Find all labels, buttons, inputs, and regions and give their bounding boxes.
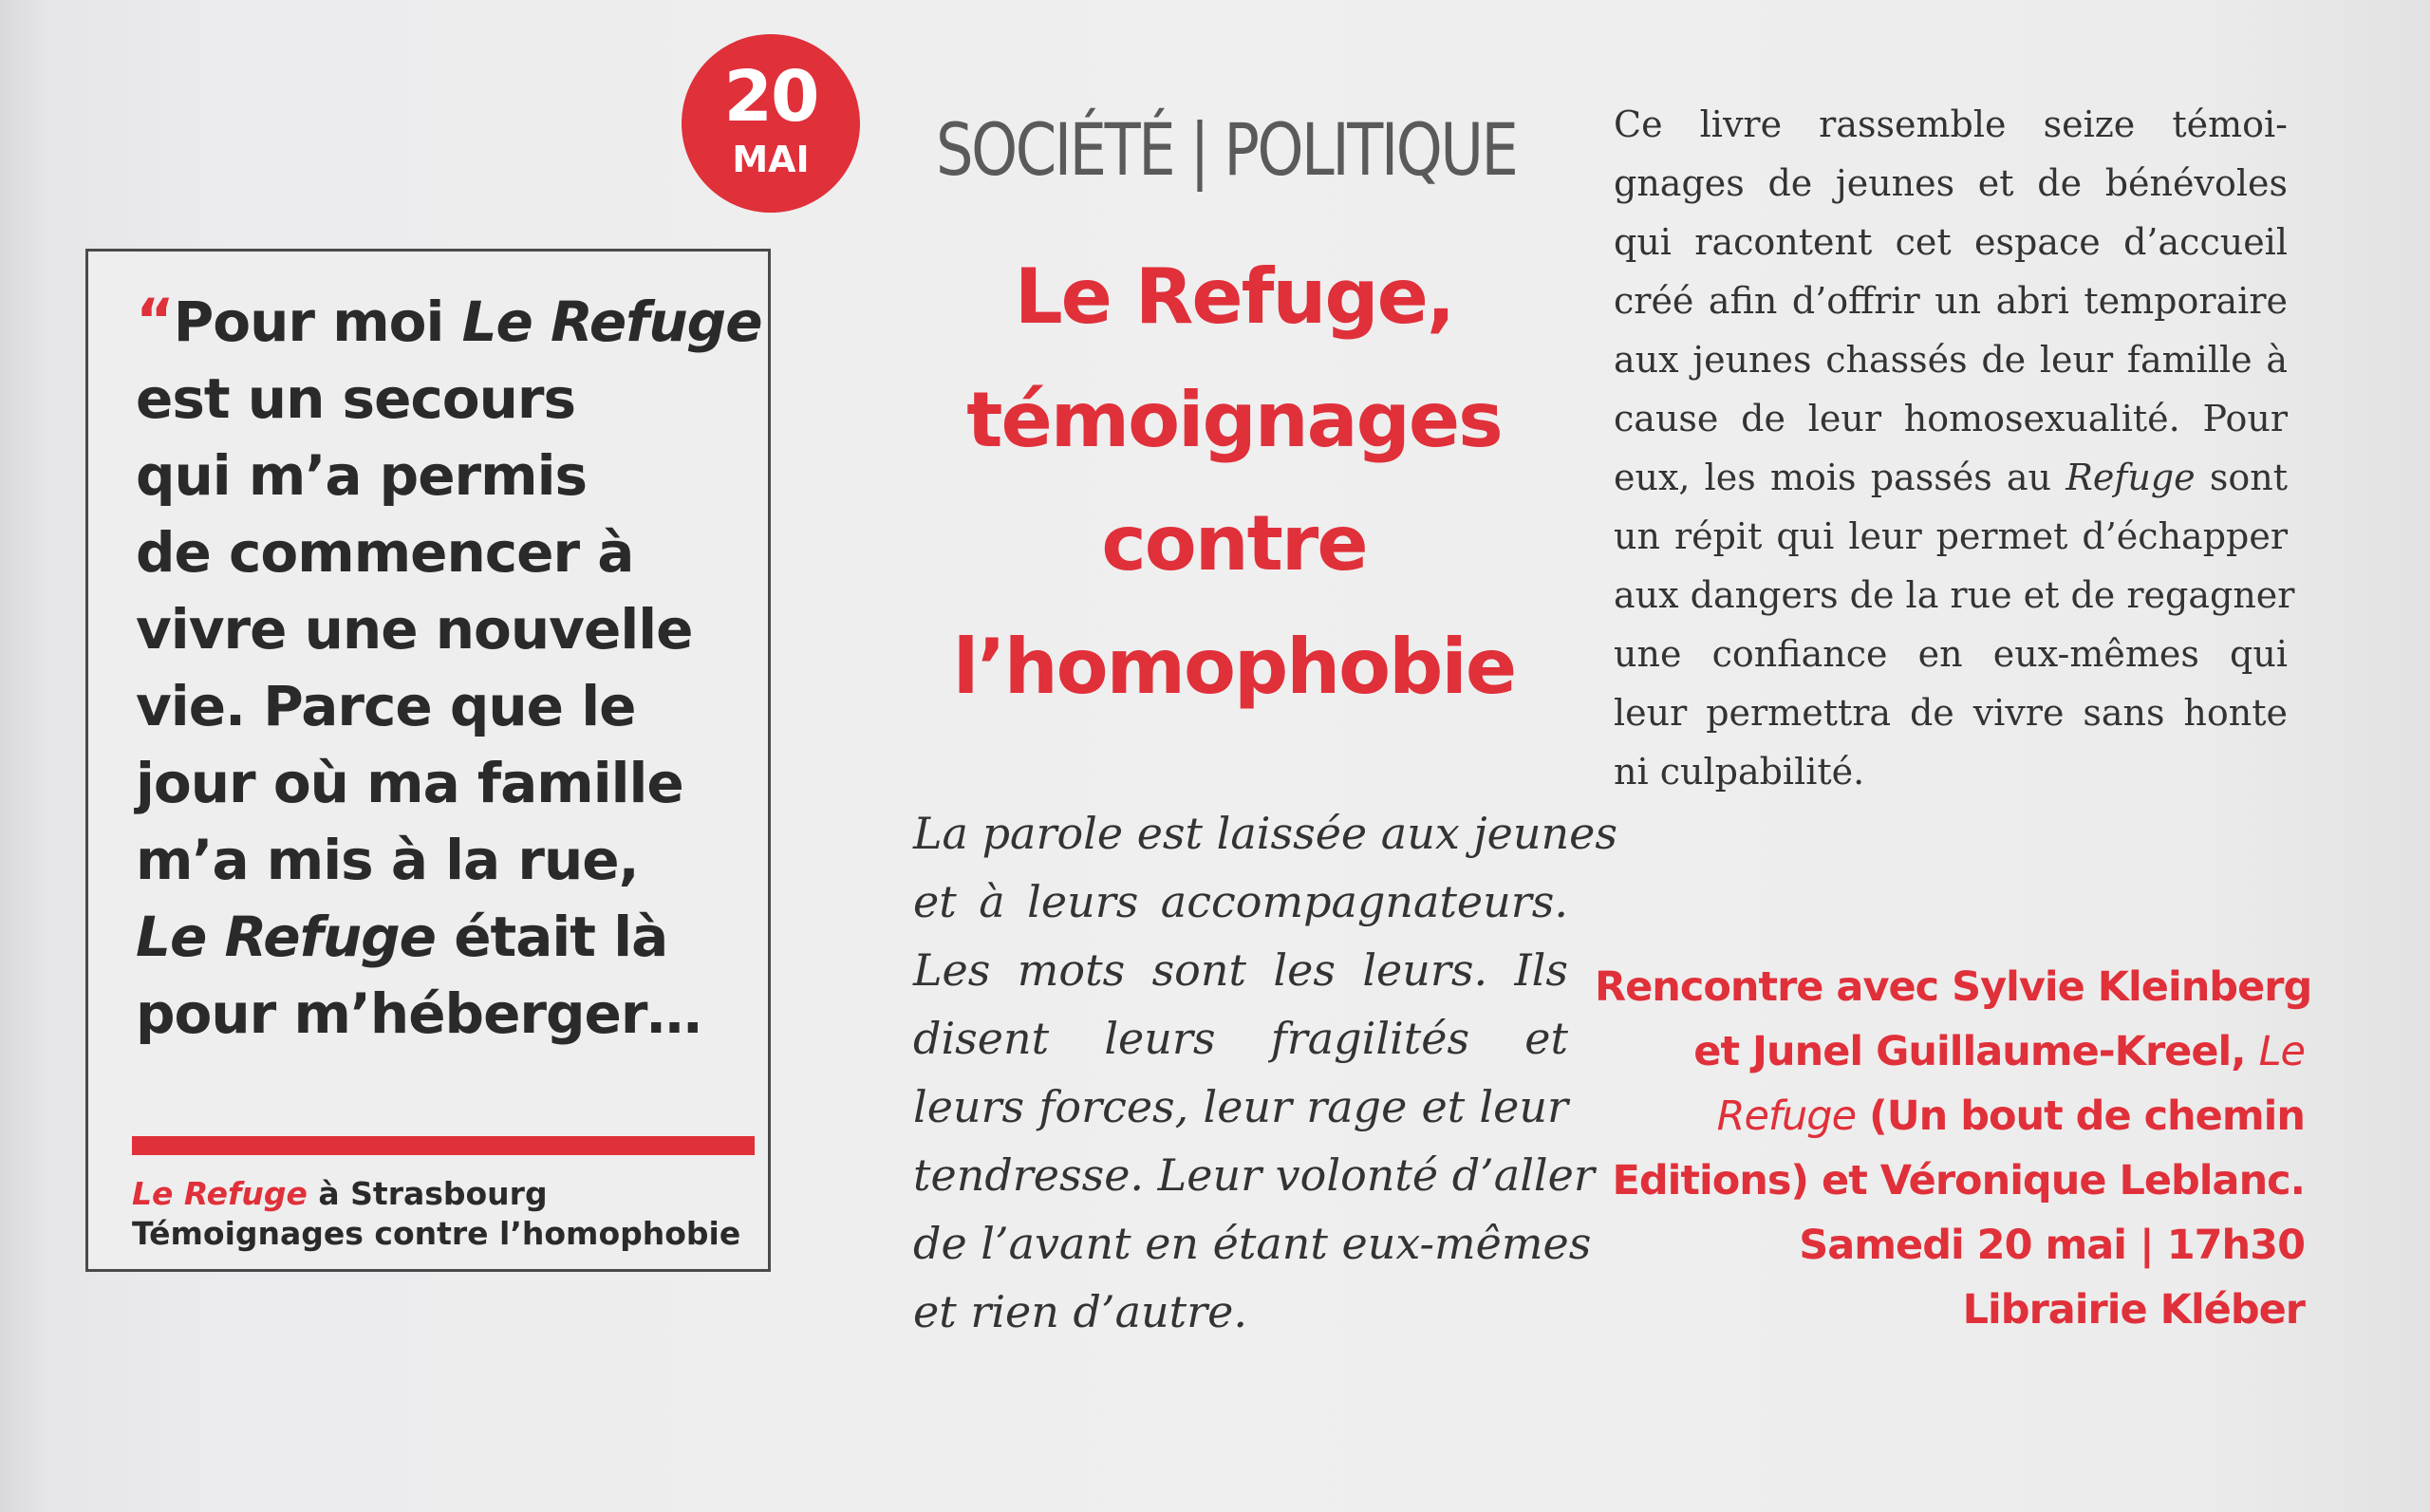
quote-line: pour m’héberger…	[136, 981, 701, 1046]
headline-line: l’homophobie	[952, 623, 1516, 711]
body-line: cause de leur homosexualité. Pour	[1614, 398, 2288, 439]
lede-line: leurs forces, leur rage et leur	[913, 1081, 1568, 1132]
quote-line: vie. Parce que le	[136, 674, 636, 738]
section-rubric: SOCIÉTÉ | POLITIQUE	[936, 107, 1517, 192]
quote-line: vivre une nouvelle	[136, 597, 693, 662]
event-line: et Junel Guillaume-Kreel, Le	[1693, 1028, 2305, 1075]
body-line: aux dangers de la rue et de regagner	[1614, 574, 2295, 616]
lede-line: La parole est laissée aux jeunes	[913, 808, 1617, 859]
date-badge-month: MAI	[732, 139, 810, 180]
lede-line: et à leurs accompagnateurs.	[913, 876, 1568, 927]
body-line: ni culpabilité.	[1614, 751, 1865, 793]
headline-line: Le Refuge,	[1014, 252, 1454, 341]
quote-box	[85, 249, 771, 1272]
quote-source-place: à Strasbourg	[318, 1175, 548, 1212]
body-line: créé afin d’offrir un abri temporaire	[1614, 280, 2288, 322]
event-line: Refuge (Un bout de chemin	[1716, 1092, 2305, 1140]
event-line: Rencontre avec Sylvie Kleinberg	[1595, 963, 2312, 1011]
body-line: qui racontent cet espace d’accueil	[1614, 221, 2288, 263]
quote-source	[132, 1174, 740, 1254]
quote-open-mark: “	[136, 286, 174, 355]
quote-divider	[132, 1136, 755, 1155]
body-line: gnages de jeunes et de bénévoles	[1614, 162, 2288, 204]
date-badge-day: 20	[723, 56, 818, 138]
article-body	[1614, 95, 2295, 801]
event-line: Editions) et Véronique Leblanc.	[1612, 1157, 2305, 1204]
body-title-italic: Refuge	[2066, 457, 2196, 498]
quote-line: de commencer à	[136, 520, 634, 585]
article-headline	[911, 235, 1557, 729]
event-venue: Librairie Kléber	[1962, 1286, 2305, 1334]
body-line: un répit qui leur permet d’échapper	[1614, 515, 2288, 557]
body-line: leur permettra de vivre sans honte	[1614, 692, 2288, 734]
body-line: aux jeunes chassés de leur famille à	[1614, 339, 2288, 381]
quote-line: est un secours	[136, 366, 576, 431]
article-lede	[913, 799, 1617, 1346]
quote-title-italic: Le Refuge	[136, 905, 436, 969]
lede-line: Les mots sont les leurs. Ils	[913, 944, 1568, 996]
lede-line: disent leurs fragilités et	[913, 1013, 1568, 1064]
body-line: eux, les mois passés au Refuge sont	[1614, 457, 2288, 498]
event-title-italic: Le	[2258, 1028, 2305, 1075]
quote-line: jour où ma famille	[136, 751, 683, 815]
quote-line: m’a mis à la rue,	[136, 828, 639, 892]
quote-line: qui m’a permis	[136, 443, 587, 508]
quote-title-italic: Le Refuge	[461, 289, 762, 354]
quote-line: “Pour moi Le Refuge	[136, 286, 762, 355]
date-badge	[682, 34, 860, 213]
event-date-time: Samedi 20 mai | 17h30	[1799, 1222, 2305, 1269]
quote-source-subtitle: Témoignages contre l’homophobie	[132, 1215, 741, 1252]
quote-text	[136, 282, 762, 1053]
lede-line: et rien d’autre.	[913, 1286, 1247, 1337]
headline-line: témoignages	[966, 376, 1502, 464]
body-line: Ce livre rassemble seize témoi-	[1614, 103, 2288, 145]
event-title-italic: Refuge	[1716, 1092, 1857, 1140]
lede-line: de l’avant en étant eux-mêmes	[913, 1218, 1592, 1269]
headline-line: contre	[1101, 499, 1367, 588]
quote-source-title: Le Refuge	[132, 1175, 308, 1212]
quote-line: Le Refuge était là	[136, 905, 668, 969]
event-info	[1595, 955, 2312, 1342]
lede-line: tendresse. Leur volonté d’aller	[913, 1149, 1595, 1201]
body-line: une confiance en eux-mêmes qui	[1614, 633, 2288, 675]
